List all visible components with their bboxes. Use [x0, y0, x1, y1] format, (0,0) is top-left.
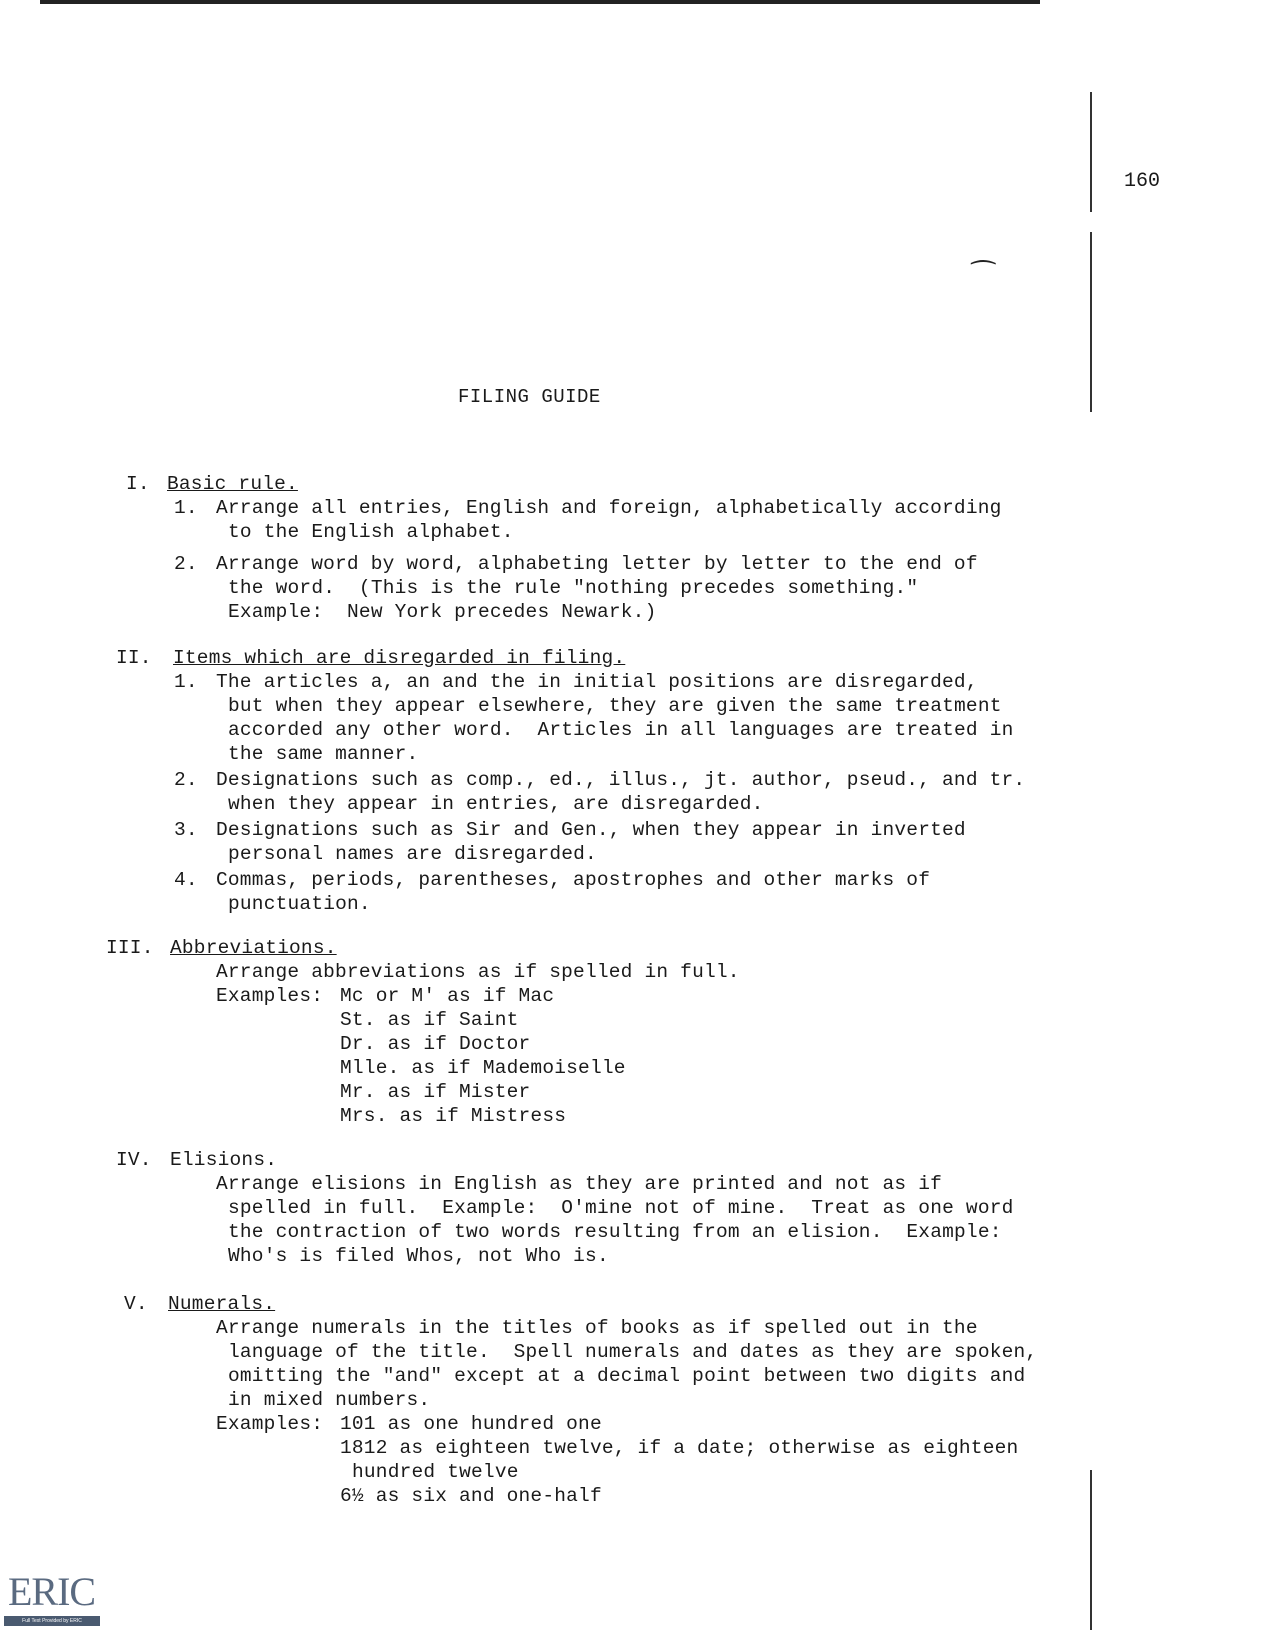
item-line: punctuation.: [228, 893, 371, 915]
item-line: The articles a, an and the in initial positions are disregarded,: [216, 671, 978, 693]
example-line: 6½ as six and one-half: [340, 1485, 602, 1507]
item-line: but when they appear elsewhere, they are given the same treatment: [228, 695, 1002, 717]
page-number: 160: [1124, 170, 1161, 193]
item-number: 1.: [174, 497, 198, 519]
item-line: Commas, periods, parentheses, apostrophes and other marks of: [216, 869, 931, 891]
section-numeral: II.: [116, 647, 152, 669]
section-text: omitting the "and" except at a decimal point between two digits and: [228, 1365, 1026, 1387]
item-line: Example: New York precedes Newark.): [228, 601, 657, 623]
item-number: 1.: [174, 671, 198, 693]
section-numeral: I.: [126, 473, 150, 495]
eric-logo-text: ERIC: [8, 1569, 96, 1614]
example-line: Mr. as if Mister: [340, 1081, 531, 1103]
section-heading: Basic rule.: [167, 473, 298, 495]
item-line: when they appear in entries, are disregarded.: [228, 793, 764, 815]
item-line: accorded any other word. Articles in all languages are treated in: [228, 719, 1014, 741]
section-numeral: IV.: [116, 1149, 152, 1171]
examples-label: Examples:: [216, 1413, 324, 1435]
example-line: Dr. as if Doctor: [340, 1033, 531, 1055]
scan-right-edge: [1090, 232, 1092, 412]
item-line: Arrange word by word, alphabeting letter by letter to the end of: [216, 553, 978, 575]
example-line: 101 as one hundred one: [340, 1413, 602, 1435]
example-line: St. as if Saint: [340, 1009, 519, 1031]
item-line: Arrange all entries, English and foreign, alphabetically according: [216, 497, 1002, 519]
handwritten-mark: ⁀: [972, 264, 995, 295]
section-text: language of the title. Spell numerals and dates as they are spoken,: [228, 1341, 1038, 1363]
section-heading: Numerals.: [168, 1293, 276, 1315]
eric-logo: [4, 1566, 100, 1630]
section-text: in mixed numbers.: [228, 1389, 431, 1411]
scan-right-edge: [1090, 1470, 1092, 1630]
example-line: 1812 as eighteen twelve, if a date; otherwise as eighteen: [340, 1437, 1019, 1459]
example-line: Mc or M' as if Mac: [340, 985, 555, 1007]
page-title: FILING GUIDE: [458, 386, 601, 408]
section-heading: Abbreviations.: [170, 937, 337, 959]
section-numeral: V.: [124, 1293, 148, 1315]
item-line: Designations such as Sir and Gen., when they appear in inverted: [216, 819, 966, 841]
item-number: 3.: [174, 819, 198, 841]
section-text: Who's is filed Whos, not Who is.: [228, 1245, 609, 1267]
section-heading: Items which are disregarded in filing.: [173, 647, 626, 669]
item-line: personal names are disregarded.: [228, 843, 597, 865]
examples-label: Examples:: [216, 985, 324, 1007]
item-line: the same manner.: [228, 743, 419, 765]
item-number: 2.: [174, 553, 198, 575]
section-text: Arrange numerals in the titles of books as if spelled out in the: [216, 1317, 978, 1339]
section-text: Arrange abbreviations as if spelled in full.: [216, 961, 740, 983]
item-line: to the English alphabet.: [228, 521, 514, 543]
example-line: Mlle. as if Mademoiselle: [340, 1057, 626, 1079]
item-line: the word. (This is the rule "nothing precedes something.": [228, 577, 919, 599]
section-text: the contraction of two words resulting from an elision. Example:: [228, 1221, 1002, 1243]
section-heading: Elisions.: [170, 1149, 278, 1171]
scan-top-edge: [40, 0, 1040, 4]
item-number: 2.: [174, 769, 198, 791]
item-number: 4.: [174, 869, 198, 891]
scan-right-edge: [1090, 92, 1092, 212]
section-numeral: III.: [106, 937, 154, 959]
section-text: Arrange elisions in English as they are printed and not as if: [216, 1173, 943, 1195]
item-line: Designations such as comp., ed., illus., jt. author, pseud., and tr.: [216, 769, 1026, 791]
eric-logo-caption: Full Text Provided by ERIC: [4, 1616, 100, 1626]
section-text: spelled in full. Example: O'mine not of mine. Treat as one word: [228, 1197, 1014, 1219]
example-line: Mrs. as if Mistress: [340, 1105, 567, 1127]
example-line: hundred twelve: [352, 1461, 519, 1483]
